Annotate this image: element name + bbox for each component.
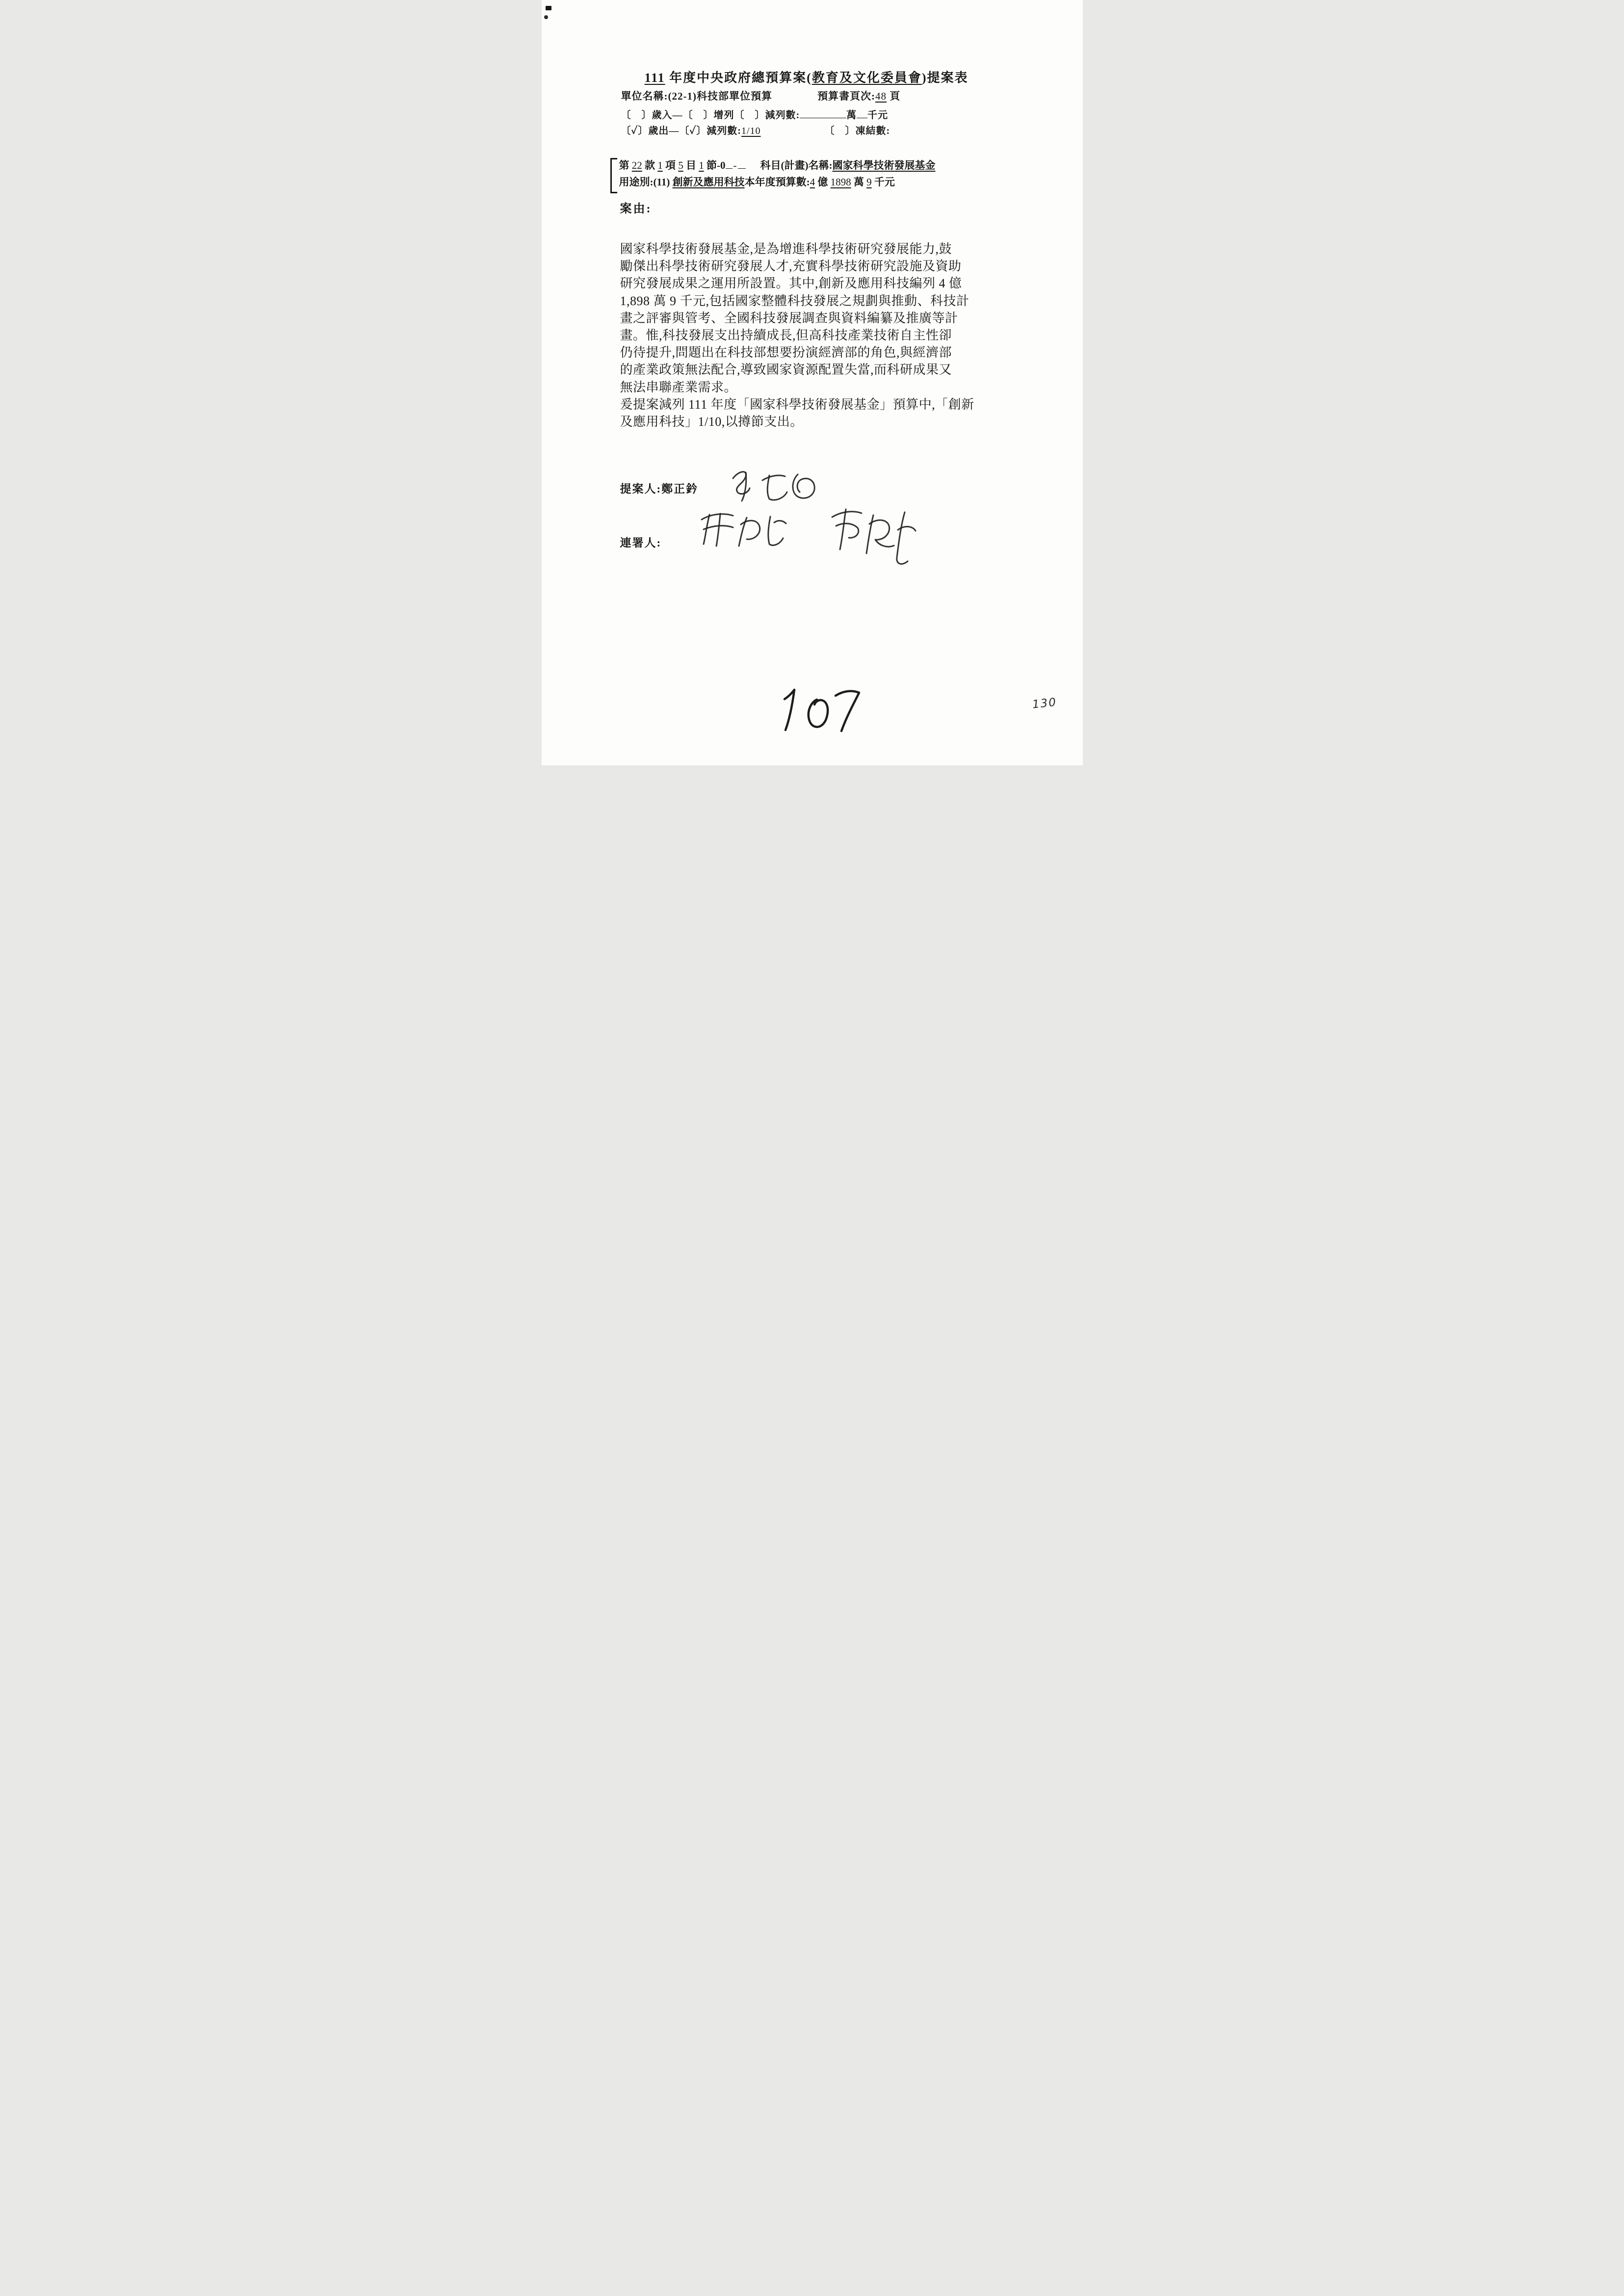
item-seg: 目 <box>683 159 699 171</box>
body-line: 及應用科技」1/10,以撙節支出。 <box>620 415 803 429</box>
document-title <box>645 68 969 86</box>
body-line: 研究發展成果之運用所設置。其中,創新及應用科技編列 4 億 <box>620 276 962 291</box>
scan-artifact <box>546 6 551 10</box>
item-seg: 第 <box>619 159 632 171</box>
item-seg: 節-0 <box>704 159 726 171</box>
thousand-unit-label: 千元 <box>867 110 889 121</box>
title-segment: 教育及文化委員會 <box>812 71 922 85</box>
case-reason-label: 案由: <box>620 203 652 215</box>
item-block <box>619 157 936 190</box>
subject-name-label: 科目(計畫)名稱: <box>760 159 833 171</box>
blank-amount-field <box>800 107 846 118</box>
proposer-name: 鄭正鈐 <box>661 483 699 495</box>
title-segment: 111 <box>644 71 665 85</box>
item-seg: 項 <box>662 159 679 171</box>
body-line: 國家科學技術發展基金,是為增進科學技術研究發展能力,鼓 <box>620 242 952 256</box>
section-number: 22 <box>631 159 642 171</box>
amount-wan: 1898 <box>830 176 851 188</box>
blank-node-field <box>726 157 733 169</box>
item-seg: 款 <box>642 159 658 171</box>
scan-artifact <box>544 15 548 19</box>
body-line: 的產業政策無法配合,導致國家資源配置失當,而科研成果又 <box>620 363 952 377</box>
budget-page-unit: 頁 <box>886 90 901 102</box>
expenditure-checkbox-line <box>621 123 891 137</box>
amount-yi: 4 <box>810 176 815 188</box>
expenditure-labels: 〔✓〕歲出—〔✓〕減列數: <box>621 126 741 136</box>
item-number-line <box>619 157 936 174</box>
title-segment: )提案表 <box>921 71 969 85</box>
body-line: 畫。惟,科技發展支出持續成長,但高科技產業技術自主性卻 <box>620 328 952 343</box>
cosigner-signature-1 <box>692 508 795 552</box>
node-number: 1 <box>699 159 704 171</box>
wan-unit: 萬 <box>851 176 867 188</box>
item-number: 1 <box>657 159 663 171</box>
handwritten-page-number <box>769 682 862 735</box>
blank-thousand-field <box>857 107 867 118</box>
unit-line <box>621 88 901 103</box>
yi-unit: 億 <box>815 176 831 188</box>
proposer-row <box>620 480 699 496</box>
reduction-fraction: 1/10 <box>741 126 761 136</box>
dash-separator: - <box>733 159 737 171</box>
wan-unit-label: 萬 <box>846 110 857 121</box>
title-segment: 年度中央政府總預算案( <box>665 71 812 85</box>
body-line: 爰提案減列 111 年度「國家科學技術發展基金」預算中,「創新 <box>620 397 974 412</box>
usage-line <box>619 174 936 190</box>
body-line: 仍待提升,問題出在科技部想要扮演經濟部的角色,與經濟部 <box>620 345 952 360</box>
subitem-number: 5 <box>678 159 683 171</box>
freeze-checkbox-label: 〔 〕凍結數: <box>824 126 891 136</box>
unit-name-label: 單位名稱:(22-1)科技部單位預算 <box>621 90 772 102</box>
body-line: 無法串聯產業需求。 <box>620 380 737 394</box>
cosigner-row <box>620 534 662 550</box>
cosigner-label: 連署人: <box>620 537 662 549</box>
body-line: 勵傑出科學技術研究發展人才,充實科學技術研究設施及資助 <box>620 259 962 274</box>
budget-page-ref-label: 預算書頁次: <box>817 90 875 102</box>
proposer-label: 提案人: <box>620 483 662 495</box>
qian-unit: 千元 <box>871 176 895 188</box>
blank-node-field <box>738 157 746 169</box>
budget-amount-label: 本年度預算數: <box>744 176 810 188</box>
proposer-signature <box>724 464 822 508</box>
usage-label: 用途別:(11) <box>619 176 673 188</box>
corner-page-number: 130 <box>1031 696 1057 711</box>
revenue-labels: 〔 〕歲入—〔 〕增列〔 〕減列數: <box>621 110 800 121</box>
document-page <box>542 0 1083 765</box>
body-line: 1,898 萬 9 千元,包括國家整體科技發展之規劃與推動、科技計 <box>620 293 969 308</box>
subject-name-value: 國家科學技術發展基金 <box>832 159 936 171</box>
revenue-checkbox-line <box>621 107 889 121</box>
usage-category-value: 創新及應用科技 <box>672 176 745 188</box>
cosigner-signature-2 <box>814 502 922 571</box>
budget-page-number: 48 <box>875 90 887 102</box>
case-body <box>620 240 1032 430</box>
body-line: 畫之評審與管考、全國科技發展調查與資料編纂及推廣等計 <box>620 311 958 325</box>
item-bracket <box>610 158 617 193</box>
amount-qian: 9 <box>866 176 872 188</box>
